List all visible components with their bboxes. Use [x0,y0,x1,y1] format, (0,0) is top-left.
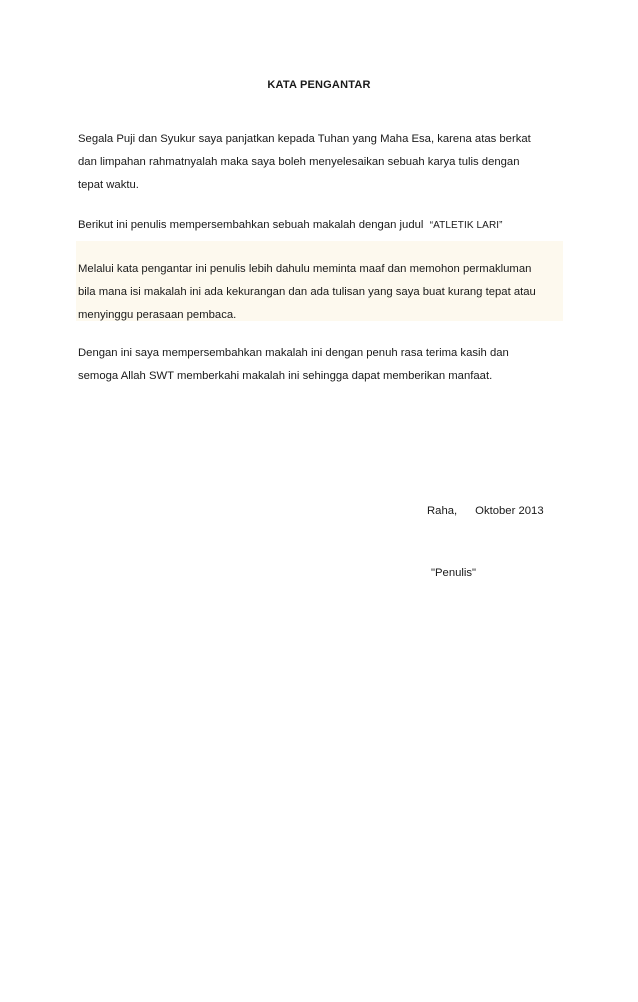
paragraph-line: tepat waktu. [78,179,139,191]
paragraph-apology [78,258,568,327]
paragraph-line: semoga Allah SWT memberkahi makalah ini sehingga dapat memberikan manfaat. [78,370,493,382]
paragraph-closing [78,342,568,388]
signature-place: Raha, [427,505,458,517]
paragraph-intro [78,128,568,197]
paragraph-line: menyinggu perasaan pembaca. [78,309,237,321]
paragraph-line: dan limpahan rahmatnyalah maka saya boleh menyelesaikan sebuah karya tulis dengan [78,156,520,168]
paragraph-text: Berikut ini penulis mempersembahkan sebuah makalah dengan judul [78,219,424,231]
paragraph-line [78,214,568,237]
paragraph-line: bila mana isi makalah ini ada kekurangan dan ada tulisan yang saya buat kurang tepat atau [78,286,536,298]
page-title: KATA PENGANTAR [267,79,371,91]
paragraph-line: Melalui kata pengantar ini penulis lebih dahulu meminta maaf dan memohon permakluman [78,263,532,275]
paragraph-line: Segala Puji dan Syukur saya panjatkan kepada Tuhan yang Maha Esa, karena atas berkat [78,133,531,145]
signature-author: "Penulis" [431,567,477,579]
signature-month: Oktober 2013 [475,505,544,517]
paragraph-line: Dengan ini saya mempersembahkan makalah ini dengan penuh rasa terima kasih dan [78,347,509,359]
signature-date [427,505,544,517]
makalah-title: “ATLETIK LARI” [429,220,503,231]
paragraph-subject [78,214,568,237]
